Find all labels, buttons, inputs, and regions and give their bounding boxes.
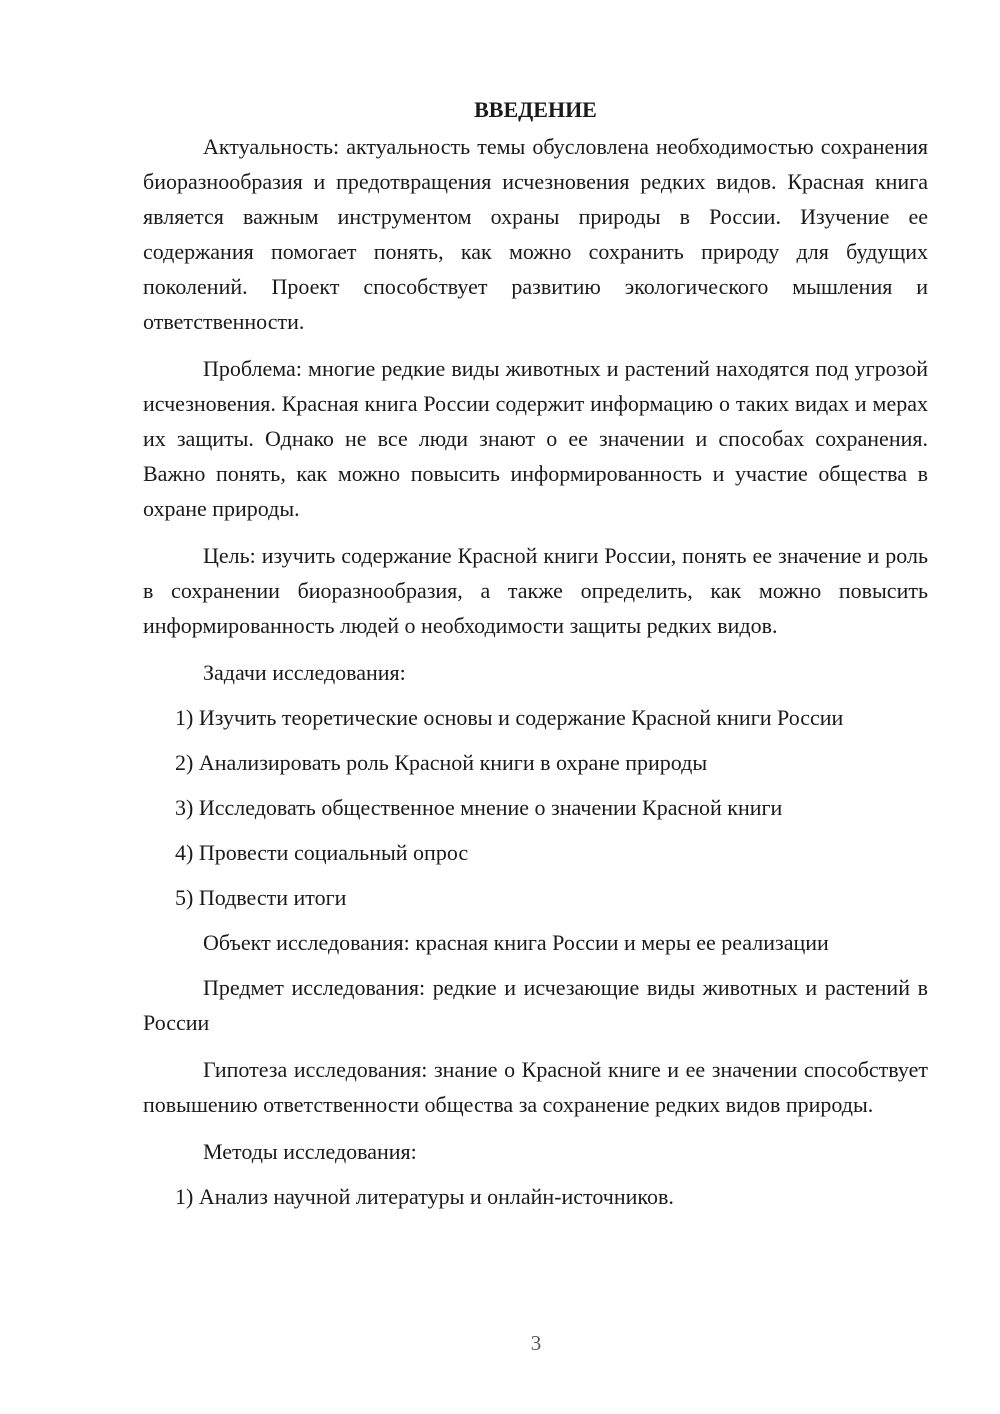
list-item: 1) Анализ научной литературы и онлайн-источников. <box>175 1184 674 1209</box>
list-item: 4) Провести социальный опрос <box>175 840 469 865</box>
document-page <box>143 92 928 1224</box>
methods-list <box>143 1179 928 1214</box>
list-item: 1) Изучить теоретические основы и содержание Красной книги России <box>175 705 844 730</box>
page-title: ВВЕДЕНИЕ <box>474 97 597 122</box>
tasks-list <box>143 700 928 915</box>
paragraph-tasks-heading: Задачи исследования: <box>203 660 406 685</box>
paragraph-problem: Проблема: многие редкие виды животных и растений находятся под угрозой исчезновения. Красная книга России содержит информацию о таких видах и мерах их защиты. Однако не все люди знают о ее значении и способах сохранения. Важно понять, как можно повысить информированность и участие общества в охране природы. <box>143 356 928 521</box>
list-item: 5) Подвести итоги <box>175 885 347 910</box>
page-number: 3 <box>530 1331 542 1355</box>
paragraph-goal: Цель: изучить содержание Красной книги России, понять ее значение и роль в сохранении биоразнообразия, а также определить, как можно повысить информированность людей о необходимости защиты редких видов. <box>143 543 928 638</box>
paragraph-methods-heading: Методы исследования: <box>203 1139 417 1164</box>
paragraph-relevance: Актуальность: актуальность темы обусловлена необходимостью сохранения биоразнообразия и предотвращения исчезновения редких видов. Красная книга является важным инструментом охраны природы в России. Изучение ее содержания помогает понять, как можно сохранить природу для будущих поколений. Проект способствует развитию экологического мышления и ответственности. <box>143 134 928 334</box>
paragraph-hypothesis: Гипотеза исследования: знание о Красной книге и ее значении способствует повышению ответственности общества за сохранение редких видов природы. <box>143 1057 928 1117</box>
list-item: 2) Анализировать роль Красной книги в охране природы <box>175 750 708 775</box>
list-item: 3) Исследовать общественное мнение о значении Красной книги <box>175 795 783 820</box>
paragraph-object: Объект исследования: красная книга России и меры ее реализации <box>203 930 829 955</box>
paragraph-subject: Предмет исследования: редкие и исчезающие виды животных и растений в России <box>143 975 928 1035</box>
